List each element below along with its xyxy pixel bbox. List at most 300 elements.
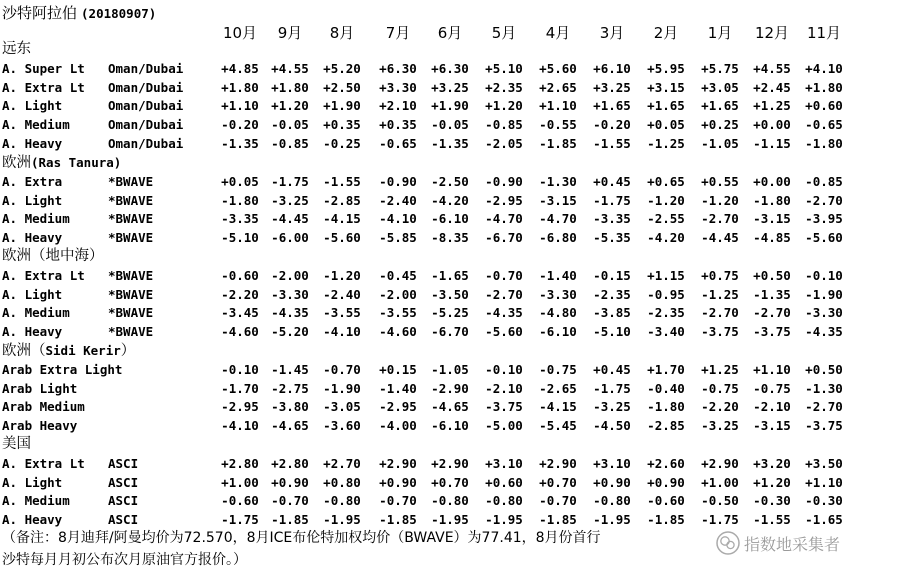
price-cell: -4.15	[539, 399, 577, 415]
price-cell: -3.30	[805, 305, 843, 321]
wechat-logo-icon	[716, 531, 740, 555]
price-cell: -6.70	[431, 324, 469, 340]
table-row	[0, 59, 910, 78]
title-country: 沙特阿拉伯	[2, 4, 78, 22]
price-cell: -2.95	[379, 399, 417, 415]
price-cell: -1.65	[431, 267, 469, 283]
price-cell: -1.40	[539, 267, 577, 283]
price-cell: -3.15	[539, 192, 577, 208]
price-cell: -3.40	[647, 324, 685, 340]
price-cell: -0.65	[379, 136, 417, 151]
price-cell: -1.55	[593, 136, 631, 151]
crude-grade-label: Arab Extra Light	[2, 361, 123, 377]
price-cell: +0.90	[271, 474, 309, 490]
price-cell: +2.90	[379, 455, 417, 471]
price-cell: +1.80	[221, 79, 259, 95]
price-cell: -0.30	[805, 493, 843, 509]
price-cell: -3.80	[271, 399, 309, 415]
table-row	[0, 360, 910, 379]
crude-grade-label: A. Light	[2, 286, 63, 302]
price-cell: -5.60	[485, 324, 523, 340]
table-row	[0, 228, 910, 247]
month-header-3: 7月	[385, 24, 411, 42]
table-row	[0, 266, 910, 285]
crude-grade-label: A. Light	[2, 474, 63, 490]
price-cell: -4.20	[431, 192, 469, 208]
section-name: 欧洲（	[2, 343, 46, 359]
price-cell: -1.35	[753, 286, 791, 302]
price-cell: +0.60	[485, 474, 523, 490]
price-cell: -6.10	[431, 211, 469, 227]
price-cell: +1.80	[271, 79, 309, 95]
price-cell: -2.20	[701, 399, 739, 415]
price-cell: +0.90	[593, 474, 631, 490]
crude-grade-label: A. Medium	[2, 117, 70, 133]
price-cell: +4.55	[753, 60, 791, 76]
price-cell: -3.35	[221, 211, 259, 227]
month-header-2: 8月	[329, 24, 355, 42]
benchmark-ref: Oman/Dubai	[108, 98, 184, 114]
price-cell: -3.30	[271, 286, 309, 302]
price-cell: -4.80	[539, 305, 577, 321]
price-cell: -1.25	[701, 286, 739, 302]
section-name-latin: Sidi Kerir	[45, 343, 121, 358]
price-cell: +1.00	[701, 474, 739, 490]
crude-grade-label: A. Extra Lt	[2, 455, 85, 471]
price-cell: +1.20	[485, 98, 523, 114]
price-cell: -1.75	[701, 512, 739, 528]
section-header	[0, 40, 910, 59]
price-cell: +5.60	[539, 60, 577, 76]
price-cell: -4.35	[805, 324, 843, 340]
price-cell: +1.20	[271, 98, 309, 114]
price-cell: -1.35	[431, 136, 469, 151]
price-cell: -1.95	[431, 512, 469, 528]
price-cell: -2.70	[805, 192, 843, 208]
price-cell: -0.95	[647, 286, 685, 302]
benchmark-ref: *BWAVE	[108, 286, 154, 302]
crude-grade-label: A. Extra	[2, 173, 63, 189]
price-cell: -1.20	[647, 192, 685, 208]
price-cell: +1.90	[431, 98, 469, 114]
price-cell: -1.65	[805, 512, 843, 528]
crude-grade-label: Arab Heavy	[2, 418, 78, 434]
table-row	[0, 96, 910, 115]
price-cell: -1.75	[593, 380, 631, 396]
benchmark-ref: *BWAVE	[108, 230, 154, 246]
price-cell: -1.55	[753, 512, 791, 528]
benchmark-ref: Oman/Dubai	[108, 117, 184, 133]
price-cell: +1.80	[805, 79, 843, 95]
price-cell: +1.10	[805, 474, 843, 490]
benchmark-ref: ASCI	[108, 455, 139, 471]
price-cell: +0.00	[753, 117, 791, 133]
crude-grade-label: A. Light	[2, 98, 63, 114]
month-header-row	[0, 22, 910, 42]
price-cell: -0.85	[485, 117, 523, 133]
price-cell: -5.45	[539, 418, 577, 434]
price-cell: -2.70	[753, 305, 791, 321]
price-cell: -4.15	[323, 211, 361, 227]
price-cell: -3.25	[271, 192, 309, 208]
price-cell: -3.85	[593, 305, 631, 321]
price-cell: -6.80	[539, 230, 577, 246]
watermark-text: 指数地采集者	[744, 534, 841, 554]
price-cell: -1.85	[271, 512, 309, 528]
price-cell: +0.70	[431, 474, 469, 490]
price-cell: -4.70	[539, 211, 577, 227]
crude-grade-label: A. Heavy	[2, 136, 63, 151]
price-cell: +3.25	[593, 79, 631, 95]
price-cell: +0.05	[221, 173, 259, 189]
price-cell: -1.95	[593, 512, 631, 528]
price-cell: -1.20	[323, 267, 361, 283]
price-cell: +0.35	[323, 117, 361, 133]
price-cell: +1.90	[323, 98, 361, 114]
month-header-7: 3月	[599, 24, 625, 42]
price-cell: -2.85	[323, 192, 361, 208]
price-cell: -5.20	[271, 324, 309, 340]
table-row	[0, 134, 910, 153]
price-cell: -1.80	[805, 136, 843, 151]
price-cell: -4.35	[271, 305, 309, 321]
price-cell: -4.10	[221, 418, 259, 434]
price-cell: -2.75	[271, 380, 309, 396]
price-cell: +0.35	[379, 117, 417, 133]
price-cell: +4.85	[221, 60, 259, 76]
price-cell: -1.85	[379, 512, 417, 528]
price-cell: +1.65	[647, 98, 685, 114]
price-cell: +1.25	[753, 98, 791, 114]
price-cell: -4.50	[593, 418, 631, 434]
price-cell: -2.40	[323, 286, 361, 302]
price-cell: -0.75	[539, 361, 577, 377]
price-cell: +2.50	[323, 79, 361, 95]
price-cell: -5.85	[379, 230, 417, 246]
price-cell: -1.85	[539, 512, 577, 528]
price-cell: -0.75	[753, 380, 791, 396]
price-cell: -0.70	[539, 493, 577, 509]
price-cell: -0.85	[271, 136, 309, 151]
section-title	[2, 153, 121, 173]
crude-grade-label: A. Medium	[2, 211, 70, 227]
price-cell: -4.10	[379, 211, 417, 227]
price-cell: -1.80	[647, 399, 685, 415]
price-cell: -1.25	[647, 136, 685, 151]
price-cell: -3.55	[323, 305, 361, 321]
price-cell: -0.55	[539, 117, 577, 133]
price-cell: -5.25	[431, 305, 469, 321]
price-cell: -1.05	[701, 136, 739, 151]
price-cell: +0.25	[701, 117, 739, 133]
section-name: 远东	[2, 41, 31, 57]
month-header-9: 1月	[707, 24, 733, 42]
price-cell: -0.70	[323, 361, 361, 377]
price-cell: -5.10	[221, 230, 259, 246]
table-row	[0, 303, 910, 322]
price-cell: -1.05	[431, 361, 469, 377]
price-cell: -2.70	[701, 211, 739, 227]
section-title	[2, 341, 135, 361]
price-cell: -0.25	[323, 136, 361, 151]
price-cell: +0.60	[805, 98, 843, 114]
price-cell: +2.80	[271, 455, 309, 471]
price-cell: -5.10	[593, 324, 631, 340]
benchmark-ref: Oman/Dubai	[108, 79, 184, 95]
price-cell: +6.30	[379, 60, 417, 76]
price-cell: -0.20	[593, 117, 631, 133]
price-cell: -1.75	[271, 173, 309, 189]
price-cell: -5.35	[593, 230, 631, 246]
price-cell: -1.45	[271, 361, 309, 377]
price-cell: +1.10	[221, 98, 259, 114]
price-cell: -0.40	[647, 380, 685, 396]
crude-grade-label: A. Light	[2, 192, 63, 208]
price-cell: +2.70	[323, 455, 361, 471]
price-cell: -1.40	[379, 380, 417, 396]
watermark	[716, 530, 844, 556]
price-cell: +5.95	[647, 60, 685, 76]
price-cell: +3.10	[593, 455, 631, 471]
table-row	[0, 454, 910, 473]
price-cell: -4.85	[753, 230, 791, 246]
benchmark-ref: *BWAVE	[108, 173, 154, 189]
price-cell: -4.65	[271, 418, 309, 434]
price-cell: -4.45	[271, 211, 309, 227]
section-name: 美国	[2, 436, 31, 452]
price-cell: -1.75	[221, 512, 259, 528]
price-cell: +4.10	[805, 60, 843, 76]
benchmark-ref: Oman/Dubai	[108, 136, 184, 151]
price-cell: -5.60	[323, 230, 361, 246]
price-cell: -6.10	[431, 418, 469, 434]
crude-grade-label: A. Super Lt	[2, 60, 85, 76]
price-cell: +3.50	[805, 455, 843, 471]
price-cell: -2.10	[753, 399, 791, 415]
price-cell: -0.70	[379, 493, 417, 509]
price-cell: -1.30	[805, 380, 843, 396]
price-cell: -3.30	[539, 286, 577, 302]
price-cell: -0.45	[379, 267, 417, 283]
price-cell: +5.10	[485, 60, 523, 76]
price-cell: -3.95	[805, 211, 843, 227]
price-cell: +0.90	[647, 474, 685, 490]
price-cell: +0.50	[805, 361, 843, 377]
month-header-1: 9月	[277, 24, 303, 42]
price-cell: -3.35	[593, 211, 631, 227]
price-cell: +1.20	[753, 474, 791, 490]
price-cell: -4.20	[647, 230, 685, 246]
price-cell: -0.65	[805, 117, 843, 133]
price-cell: +1.15	[647, 267, 685, 283]
price-cell: -2.85	[647, 418, 685, 434]
table-row	[0, 379, 910, 398]
price-cell: -2.95	[485, 192, 523, 208]
price-cell: +0.90	[379, 474, 417, 490]
price-cell: -2.70	[701, 305, 739, 321]
price-cell: -0.10	[805, 267, 843, 283]
price-cell: -8.35	[431, 230, 469, 246]
price-cell: -1.80	[221, 192, 259, 208]
price-cell: -2.00	[271, 267, 309, 283]
price-cell: +1.65	[701, 98, 739, 114]
price-cell: +1.25	[701, 361, 739, 377]
price-cell: -4.60	[379, 324, 417, 340]
month-header-10: 12月	[754, 24, 790, 42]
table-row	[0, 172, 910, 191]
price-cell: +1.65	[593, 98, 631, 114]
section-header	[0, 153, 910, 172]
price-cell: -2.35	[647, 305, 685, 321]
price-cell: -1.75	[593, 192, 631, 208]
price-cell: +5.75	[701, 60, 739, 76]
section-name-suffix: ）	[120, 343, 136, 359]
table-row	[0, 473, 910, 492]
price-cell: -1.95	[323, 512, 361, 528]
benchmark-ref: *BWAVE	[108, 192, 154, 208]
price-cell: +0.70	[539, 474, 577, 490]
price-cell: -6.00	[271, 230, 309, 246]
price-cell: -3.75	[485, 399, 523, 415]
section-header	[0, 247, 910, 266]
price-cell: +3.10	[485, 455, 523, 471]
price-cell: +3.15	[647, 79, 685, 95]
crude-grade-label: A. Heavy	[2, 324, 63, 340]
price-cell: -3.60	[323, 418, 361, 434]
price-cell: -1.15	[753, 136, 791, 151]
price-cell: -0.85	[805, 173, 843, 189]
price-cell: -0.30	[753, 493, 791, 509]
footnote-line-1: （备注：8月迪拜/阿曼均价为72.570，8月ICE布伦特加权均价（BWAVE）为77.41，8月份首行	[2, 530, 601, 546]
benchmark-ref: *BWAVE	[108, 267, 154, 283]
price-cell: -0.60	[221, 493, 259, 509]
price-cell: -3.05	[323, 399, 361, 415]
price-cell: -0.05	[271, 117, 309, 133]
section-name: 欧洲（地中海）	[2, 248, 104, 264]
price-cell: +3.30	[379, 79, 417, 95]
price-cell: -3.25	[701, 418, 739, 434]
price-cell: -0.80	[323, 493, 361, 509]
price-cell: -0.60	[221, 267, 259, 283]
price-cell: -6.10	[539, 324, 577, 340]
price-cell: +0.55	[701, 173, 739, 189]
price-cell: -1.70	[221, 380, 259, 396]
month-header-8: 2月	[653, 24, 679, 42]
price-cell: -0.15	[593, 267, 631, 283]
price-cell: +3.05	[701, 79, 739, 95]
price-cell: +5.20	[323, 60, 361, 76]
table-row	[0, 491, 910, 510]
price-cell: -0.10	[485, 361, 523, 377]
table-row	[0, 322, 910, 341]
title-date: (20180907)	[81, 6, 157, 21]
price-cell: -4.65	[431, 399, 469, 415]
table-row	[0, 191, 910, 210]
price-cell: -1.80	[753, 192, 791, 208]
section-title	[2, 247, 104, 266]
price-cell: -0.70	[271, 493, 309, 509]
price-cell: -2.40	[379, 192, 417, 208]
price-cell: +0.65	[647, 173, 685, 189]
price-cell: +0.80	[323, 474, 361, 490]
price-cell: -3.75	[701, 324, 739, 340]
price-cell: -3.15	[753, 418, 791, 434]
price-cell: -0.05	[431, 117, 469, 133]
table-row	[0, 115, 910, 134]
price-cell: -2.10	[485, 380, 523, 396]
section-title	[2, 40, 31, 59]
price-cell: -2.95	[221, 399, 259, 415]
price-cell: +6.10	[593, 60, 631, 76]
price-cell: -5.00	[485, 418, 523, 434]
table-row	[0, 285, 910, 304]
price-cell: -1.85	[539, 136, 577, 151]
price-cell: -0.60	[647, 493, 685, 509]
footnote-line-2: 沙特每月月初公布次月原油官方报价。）	[2, 552, 247, 568]
price-cell: -4.10	[323, 324, 361, 340]
price-cell: -1.30	[539, 173, 577, 189]
price-cell: -2.70	[485, 286, 523, 302]
price-cell: -0.80	[485, 493, 523, 509]
price-cell: -4.60	[221, 324, 259, 340]
price-cell: +3.25	[431, 79, 469, 95]
price-cell: -3.25	[593, 399, 631, 415]
price-cell: +2.90	[431, 455, 469, 471]
month-header-11: 11月	[806, 24, 842, 42]
month-header-5: 5月	[491, 24, 517, 42]
price-cell: +1.70	[647, 361, 685, 377]
month-header-0: 10月	[222, 24, 258, 42]
benchmark-ref: ASCI	[108, 474, 139, 490]
benchmark-ref: ASCI	[108, 512, 139, 528]
price-cell: -2.00	[379, 286, 417, 302]
price-cell: +0.50	[753, 267, 791, 283]
price-cell: -1.55	[323, 173, 361, 189]
price-cell: -3.75	[753, 324, 791, 340]
price-cell: -3.55	[379, 305, 417, 321]
price-cell: -1.35	[221, 136, 259, 151]
price-cell: -2.55	[647, 211, 685, 227]
price-cell: -4.00	[379, 418, 417, 434]
price-cell: -0.90	[485, 173, 523, 189]
table-row	[0, 416, 910, 435]
table-row	[0, 78, 910, 97]
price-cell: +3.20	[753, 455, 791, 471]
price-cell: -2.20	[221, 286, 259, 302]
price-cell: -0.50	[701, 493, 739, 509]
price-cell: +0.75	[701, 267, 739, 283]
section-name: 欧洲	[2, 155, 31, 171]
price-cell: -0.10	[221, 361, 259, 377]
crude-grade-label: Arab Light	[2, 380, 78, 396]
price-cell: -0.75	[701, 380, 739, 396]
price-cell: +0.45	[593, 173, 631, 189]
price-cell: -1.90	[805, 286, 843, 302]
benchmark-ref: ASCI	[108, 493, 139, 509]
section-header	[0, 341, 910, 360]
price-cell: -2.05	[485, 136, 523, 151]
crude-grade-label: Arab Medium	[2, 399, 85, 415]
section-header	[0, 435, 910, 454]
price-cell: -2.50	[431, 173, 469, 189]
price-cell: -1.20	[701, 192, 739, 208]
price-cell: -4.35	[485, 305, 523, 321]
price-cell: -2.65	[539, 380, 577, 396]
price-cell: -1.90	[323, 380, 361, 396]
price-cell: -1.95	[485, 512, 523, 528]
price-cell: +2.90	[539, 455, 577, 471]
price-cell: -2.35	[593, 286, 631, 302]
